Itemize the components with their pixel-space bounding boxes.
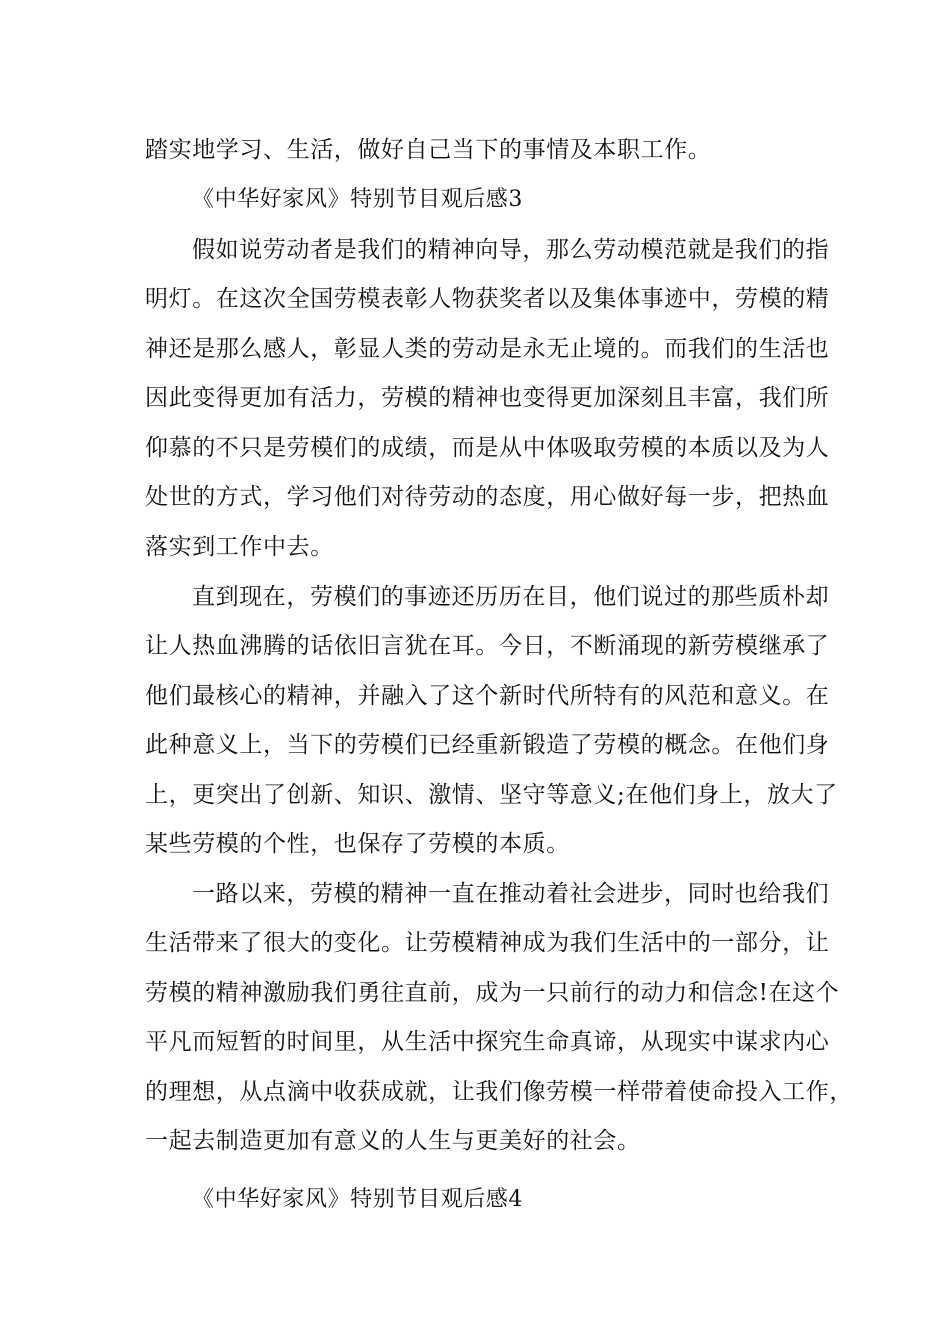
section-heading: 《中华好家风》特别节目观后感3 [192,187,523,212]
paragraph-line: 劳模的精神激励我们勇往直前，成为一只前行的动力和信念!在这个 [145,980,840,1006]
paragraph-line: 神还是那么感人，彰显人类的劳动是永无止境的。而我们的生活也 [145,336,830,362]
paragraph-line: 生活带来了很大的变化。让劳模精神成为我们生活中的一部分，让 [145,930,830,956]
paragraph-line: 让人热血沸腾的话依旧言犹在耳。今日，不断涌现的新劳模继承了 [145,633,830,659]
paragraph-line: 仰慕的不只是劳模们的成绩，而是从中体吸取劳模的本质以及为人 [145,435,830,461]
paragraph-line: 一路以来，劳模的精神一直在推动着社会进步，同时也给我们 [192,881,830,907]
paragraph-line: 上，更突出了创新、知识、激情、坚守等意义;在他们身上，放大了 [145,782,838,808]
paragraph-line: 直到现在，劳模们的事迹还历历在目，他们说过的那些质朴却 [192,584,830,610]
paragraph-line: 此种意义上，当下的劳模们已经重新锻造了劳模的概念。在他们身 [145,732,830,758]
paragraph-line: 假如说劳动者是我们的精神向导，那么劳动模范就是我们的指 [192,237,830,263]
paragraph-line: 明灯。在这次全国劳模表彰人物获奖者以及集体事迹中，劳模的精 [145,286,830,312]
paragraph-line: 的理想，从点滴中收获成就，让我们像劳模一样带着使命投入工作， [145,1079,853,1105]
paragraph-line: 落实到工作中去。 [145,534,334,560]
section-heading: 《中华好家风》特别节目观后感4 [192,1187,523,1212]
paragraph-line: 处世的方式，学习他们对待劳动的态度，用心做好每一步，把热血 [145,484,830,510]
paragraph-line: 踏实地学习、生活，做好自己当下的事情及本职工作。 [145,137,712,163]
paragraph-line: 一起去制造更加有意义的人生与更美好的社会。 [145,1128,641,1154]
paragraph-line: 他们最核心的精神，并融入了这个新时代所特有的风范和意义。在 [145,683,830,709]
paragraph-line: 平凡而短暂的时间里，从生活中探究生命真谛，从现实中谋求内心 [145,1029,830,1055]
paragraph-line: 某些劳模的个性，也保存了劳模的本质。 [145,831,570,857]
paragraph-line: 因此变得更加有活力，劳模的精神也变得更加深刻且丰富，我们所 [145,385,830,411]
